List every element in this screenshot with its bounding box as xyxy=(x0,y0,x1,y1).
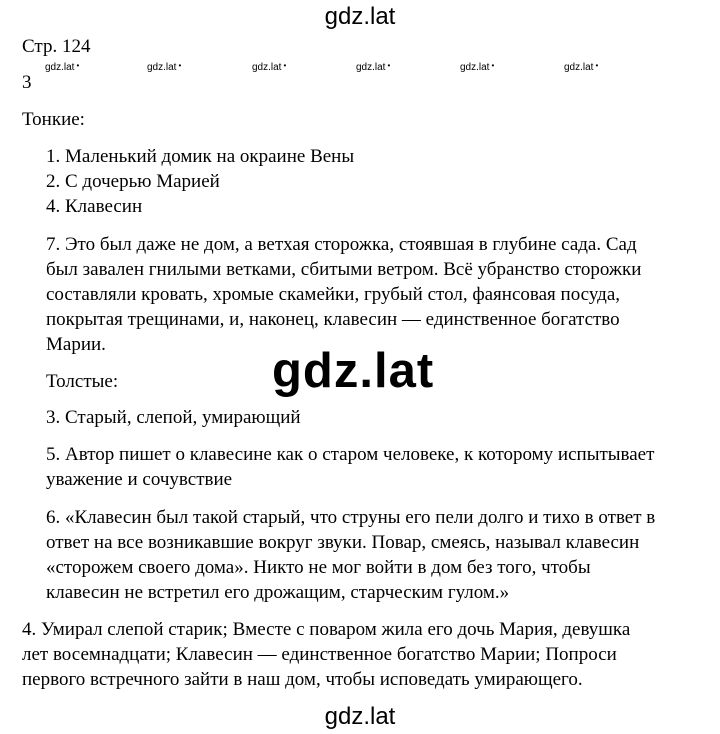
page-number: Стр. 124 xyxy=(22,36,91,57)
task-4-answer: 4. Умирал слепой старик; Вместе с поваром жила его дочь Мария, девушка лет восемнадцати; Клавесин — единственное богатство Марии; Попроси первого встречного зайти в наш дом, чтобы исповедать умирающего. xyxy=(22,619,631,690)
list-item: 2. С дочерью Марией xyxy=(46,171,220,192)
section-heading-thick: Толстые: xyxy=(46,371,119,392)
watermark-small: gdz.lat • xyxy=(147,61,182,73)
watermark-small: gdz.lat • xyxy=(564,61,599,73)
list-item: 3. Старый, слепой, умирающий xyxy=(46,407,301,428)
task-number: 3 xyxy=(22,72,32,93)
list-item: 1. Маленький домик на окраине Вены xyxy=(46,146,355,167)
watermark-bottom: gdz.lat xyxy=(324,703,396,730)
section-heading-thin: Тонкие: xyxy=(22,109,85,130)
answer-paragraph-7: 7. Это был даже не дом, а ветхая сторожка, стоявшая в глубине сада. Сад был завален гнилыми ветками, сбитыми ветром. Всё убранство сторожки составляли кровать, хромые скамейки, грубый стол, фаянсовая посуда, покрытая трещинами, и, наконец, клавесин — единственное богатство Марии. xyxy=(46,234,642,355)
watermark-small: gdz.lat • xyxy=(356,61,391,73)
list-item: 4. Клавесин xyxy=(46,196,143,217)
watermark-small: gdz.lat • xyxy=(45,61,80,73)
watermark-small: gdz.lat • xyxy=(252,61,287,73)
watermark-center: gdz.lat xyxy=(272,344,435,398)
watermark-small: gdz.lat • xyxy=(460,61,495,73)
watermark-top: gdz.lat xyxy=(324,3,396,30)
answer-paragraph-5: 5. Автор пишет о клавесине как о старом человеке, к которому испытывает уважение и сочувствие xyxy=(46,444,655,490)
answer-paragraph-6: 6. «Клавесин был такой старый, что струны его пели долго и тихо в ответ в ответ на все возникавшие вокруг звуки. Повар, смеясь, называл клавесин «сторожем своего дома». Никто не мог войти в дом без того, чтобы клавесин не встретил его дрожащим, старческим гулом.» xyxy=(46,507,656,603)
